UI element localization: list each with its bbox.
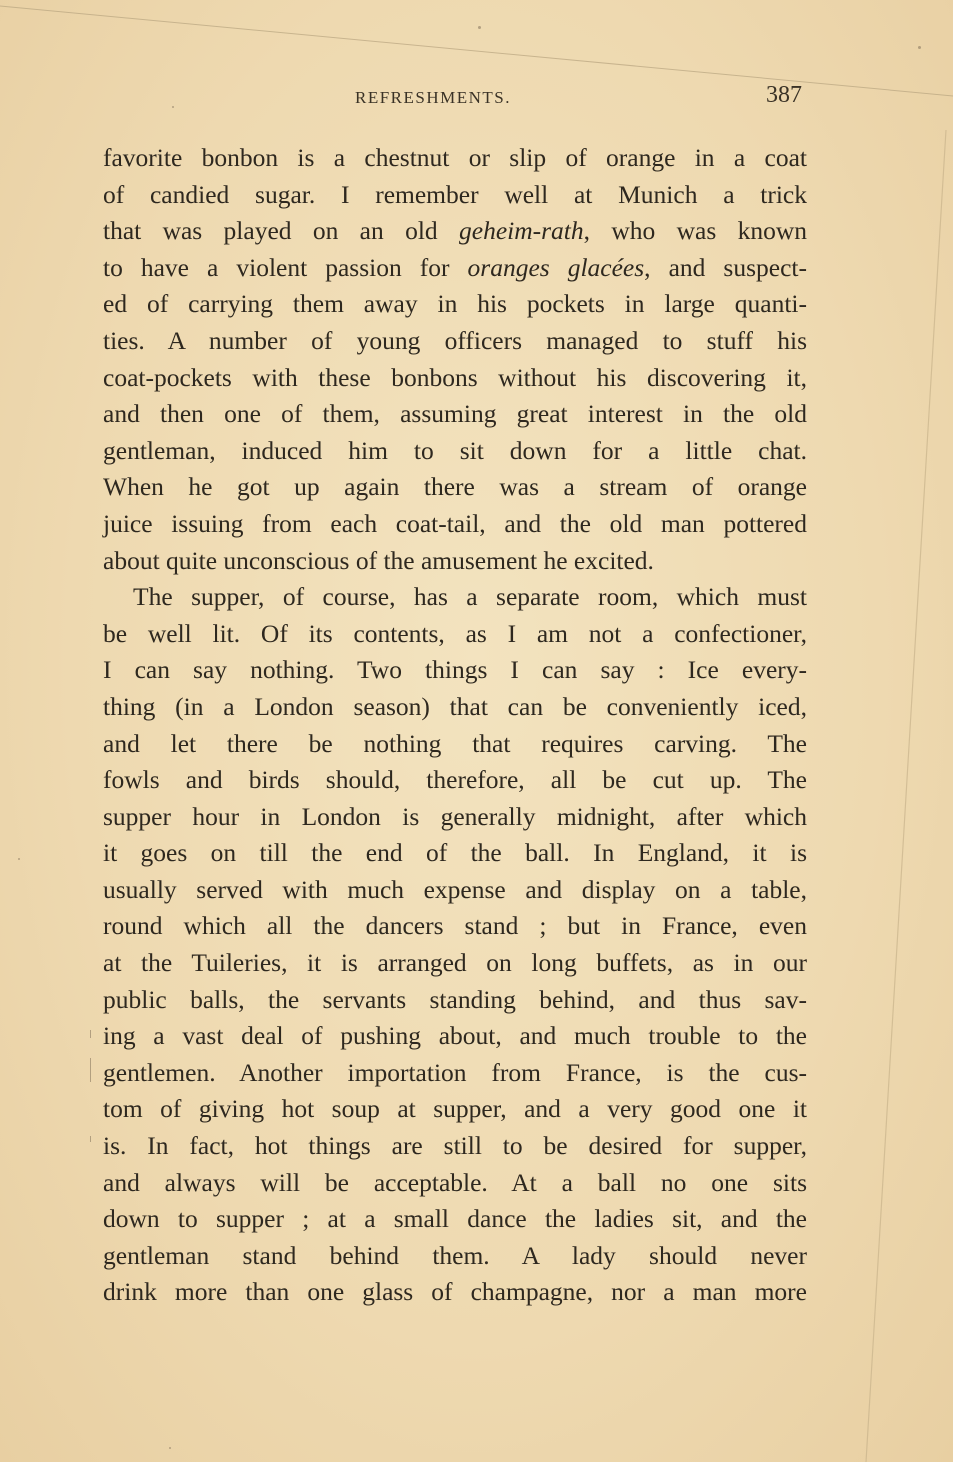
text-line: of candied sugar. I remember well at Munich a trick — [103, 179, 807, 209]
text-line: gentlemen. Another importation from France, is the cus- — [103, 1057, 807, 1087]
text-line: juice issuing from each coat-tail, and the old man pottered — [103, 508, 807, 538]
text-line: is. In fact, hot things are still to be desired for supper, — [103, 1131, 807, 1161]
text-line: usually served with much expense and display on a table, — [103, 874, 807, 904]
text-line: drink more than one glass of champagne, nor a man more — [103, 1277, 807, 1307]
text-line: fowls and birds should, therefore, all be cut up. The — [103, 765, 807, 795]
text-line: I can say nothing. Two things I can say : Ice every- — [103, 655, 807, 685]
text-line: down to supper ; at a small dance the ladies sit, and the — [103, 1204, 807, 1234]
text-line: coat-pockets with these bonbons without his discovering it, — [103, 362, 807, 392]
body-text — [103, 140, 807, 1311]
text-line: and then one of them, assuming great interest in the old — [103, 399, 807, 429]
page-header — [100, 84, 806, 114]
text-line: it goes on till the end of the ball. In England, it is — [103, 838, 807, 868]
text-line: ed of carrying them away in his pockets in large quanti- — [103, 289, 807, 319]
paragraph — [103, 140, 807, 579]
text-line: round which all the dancers stand ; but in France, even — [103, 911, 807, 941]
text-line: and let there be nothing that requires carving. The — [103, 728, 807, 758]
text-line: ties. A number of young officers managed to stuff his — [103, 325, 807, 355]
text-line: and always will be acceptable. At a ball no one sits — [103, 1167, 807, 1197]
text-line: that was played on an old geheim-rath, who was known — [103, 216, 807, 246]
text-line: The supper, of course, has a separate room, which must — [133, 582, 807, 612]
text-line: tom of giving hot soup at supper, and a very good one it — [103, 1094, 807, 1124]
text-line: about quite unconscious of the amusement he excited. — [103, 545, 654, 575]
text-line: at the Tuileries, it is arranged on long buffets, as in our — [103, 948, 807, 978]
text-line: be well lit. Of its contents, as I am not a confectioner, — [103, 618, 807, 648]
text-line: public balls, the servants standing behind, and thus sav- — [103, 984, 807, 1014]
text-line: thing (in a London season) that can be conveniently iced, — [103, 691, 807, 721]
text-line: supper hour in London is generally midnight, after which — [103, 801, 807, 831]
text-line: to have a violent passion for oranges glacées, and suspect- — [103, 252, 807, 282]
text-line: ing a vast deal of pushing about, and much trouble to the — [103, 1021, 807, 1051]
text-line: gentleman stand behind them. A lady should never — [103, 1240, 807, 1270]
text-line: gentleman, induced him to sit down for a little chat. — [103, 435, 807, 465]
paragraph — [103, 579, 807, 1311]
text-line: When he got up again there was a stream of orange — [103, 472, 807, 502]
text-line: favorite bonbon is a chestnut or slip of orange in a coat — [103, 143, 807, 172]
running-head: REFRESHMENTS. — [355, 88, 511, 107]
page-number: 387 — [766, 82, 802, 108]
